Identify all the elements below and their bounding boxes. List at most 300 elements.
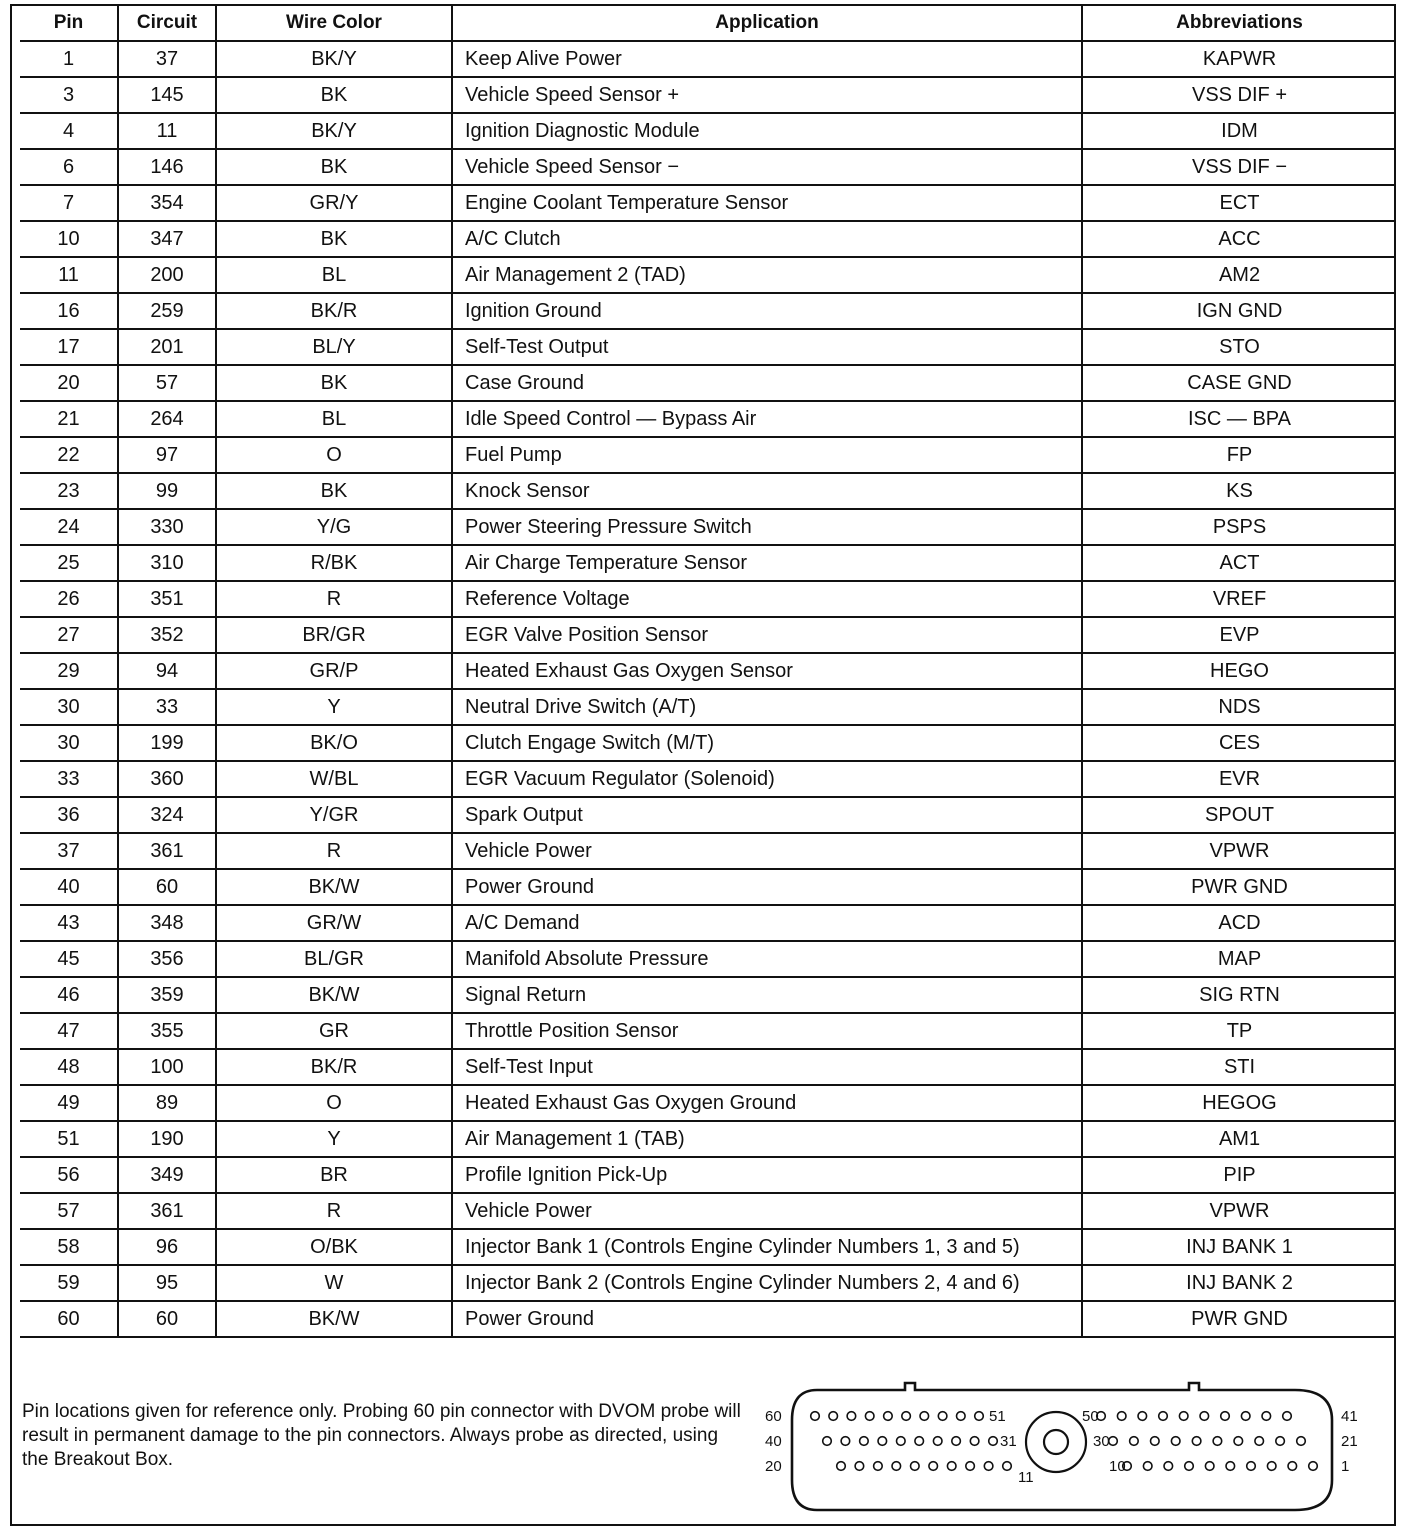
table-row: [20, 905, 1396, 941]
pin-hole: [897, 1437, 906, 1446]
circuit-cell: 354: [118, 185, 216, 221]
pinout-table: [20, 6, 1396, 1338]
application-cell: Air Management 1 (TAB): [452, 1121, 1082, 1157]
pin-cell: 16: [20, 293, 118, 329]
table-row: [20, 797, 1396, 833]
pin-hole: [1241, 1412, 1250, 1421]
table-row: [20, 581, 1396, 617]
pin-hole: [1234, 1437, 1243, 1446]
pin-cell: 10: [20, 221, 118, 257]
abbreviation-cell: STI: [1082, 1049, 1396, 1085]
pin-hole: [1179, 1412, 1188, 1421]
abbreviation-cell: EVP: [1082, 617, 1396, 653]
pin-cell: 24: [20, 509, 118, 545]
wire-color-cell: Y/G: [216, 509, 452, 545]
pin-hole: [1138, 1412, 1147, 1421]
wire-color-cell: W/BL: [216, 761, 452, 797]
pin-hole: [1164, 1462, 1173, 1471]
application-cell: Profile Ignition Pick-Up: [452, 1157, 1082, 1193]
probe-warning-note: Pin locations given for reference only. Probing 60 pin connector with DVOM probe will result in permanent damage to the pin connectors. Always probe as directed, using the Breakout Box.: [22, 1401, 741, 1470]
abbreviation-cell: IGN GND: [1082, 293, 1396, 329]
application-cell: Case Ground: [452, 365, 1082, 401]
connector-outline: [792, 1383, 1332, 1510]
inner-label-51: 51: [989, 1408, 1006, 1425]
table-row: [20, 1193, 1396, 1229]
connector-diagram: [757, 1380, 1377, 1516]
inner-label-31: 31: [1000, 1433, 1017, 1450]
table-row: [20, 113, 1396, 149]
wire-color-cell: BK: [216, 221, 452, 257]
abbreviation-cell: PWR GND: [1082, 869, 1396, 905]
pin-cell: 43: [20, 905, 118, 941]
circuit-cell: 351: [118, 581, 216, 617]
abbreviation-cell: AM1: [1082, 1121, 1396, 1157]
table-row: [20, 221, 1396, 257]
circuit-cell: 57: [118, 365, 216, 401]
pin-hole: [984, 1462, 993, 1471]
wire-color-cell: O: [216, 1085, 452, 1121]
abbreviation-cell: KS: [1082, 473, 1396, 509]
pin-hole: [938, 1412, 947, 1421]
pin-cell: 56: [20, 1157, 118, 1193]
table-row: [20, 833, 1396, 869]
table-row: [20, 869, 1396, 905]
pin-cell: 11: [20, 257, 118, 293]
table-row: [20, 329, 1396, 365]
wire-color-cell: BL: [216, 401, 452, 437]
pin-cell: 21: [20, 401, 118, 437]
table-row: [20, 1301, 1396, 1337]
pin-hole: [860, 1437, 869, 1446]
application-cell: Manifold Absolute Pressure: [452, 941, 1082, 977]
table-row: [20, 1265, 1396, 1301]
wire-color-cell: GR/W: [216, 905, 452, 941]
circuit-cell: 89: [118, 1085, 216, 1121]
wire-color-cell: O: [216, 437, 452, 473]
pin-cell: 59: [20, 1265, 118, 1301]
pin-hole: [1267, 1462, 1276, 1471]
pin-hole: [892, 1462, 901, 1471]
wire-color-cell: R: [216, 581, 452, 617]
left-label-row3: 20: [765, 1458, 782, 1475]
pin-hole: [841, 1437, 850, 1446]
application-cell: A/C Demand: [452, 905, 1082, 941]
pin-cell: 22: [20, 437, 118, 473]
wire-color-cell: BK/W: [216, 869, 452, 905]
pin-cell: 46: [20, 977, 118, 1013]
pin-hole: [952, 1437, 961, 1446]
application-cell: Power Ground: [452, 1301, 1082, 1337]
table-row: [20, 509, 1396, 545]
pin-hole: [1221, 1412, 1230, 1421]
abbreviation-cell: ECT: [1082, 185, 1396, 221]
application-cell: Ignition Diagnostic Module: [452, 113, 1082, 149]
application-cell: Heated Exhaust Gas Oxygen Sensor: [452, 653, 1082, 689]
pin-hole: [1276, 1437, 1285, 1446]
circuit-cell: 11: [118, 113, 216, 149]
circuit-cell: 360: [118, 761, 216, 797]
pin-hole: [1309, 1462, 1318, 1471]
pin-hole: [1109, 1437, 1118, 1446]
circuit-cell: 348: [118, 905, 216, 941]
abbreviation-cell: IDM: [1082, 113, 1396, 149]
left-label-row1: 60: [765, 1408, 782, 1425]
abbreviation-cell: FP: [1082, 437, 1396, 473]
pin-cell: 48: [20, 1049, 118, 1085]
application-cell: Clutch Engage Switch (M/T): [452, 725, 1082, 761]
pin-hole: [1262, 1412, 1271, 1421]
pin-hole: [1143, 1462, 1152, 1471]
right-label-row1: 41: [1341, 1408, 1358, 1425]
circuit-cell: 310: [118, 545, 216, 581]
circuit-cell: 356: [118, 941, 216, 977]
abbreviation-cell: STO: [1082, 329, 1396, 365]
application-cell: Self-Test Output: [452, 329, 1082, 365]
wire-color-cell: Y: [216, 1121, 452, 1157]
application-cell: Vehicle Power: [452, 1193, 1082, 1229]
abbreviation-cell: VPWR: [1082, 1193, 1396, 1229]
application-cell: Engine Coolant Temperature Sensor: [452, 185, 1082, 221]
wire-color-cell: BK/R: [216, 293, 452, 329]
pin-hole: [1205, 1462, 1214, 1471]
pin-cell: 29: [20, 653, 118, 689]
table-row: [20, 365, 1396, 401]
pin-cell: 40: [20, 869, 118, 905]
pin-hole: [1192, 1437, 1201, 1446]
circuit-cell: 99: [118, 473, 216, 509]
table-row: [20, 257, 1396, 293]
abbreviation-cell: ACT: [1082, 545, 1396, 581]
pin-cell: 1: [20, 41, 118, 77]
pin-hole: [811, 1412, 820, 1421]
right-label-row2: 21: [1341, 1433, 1358, 1450]
circuit-cell: 201: [118, 329, 216, 365]
pin-hole: [1200, 1412, 1209, 1421]
abbreviation-cell: VPWR: [1082, 833, 1396, 869]
circuit-cell: 352: [118, 617, 216, 653]
abbreviation-cell: KAPWR: [1082, 41, 1396, 77]
application-cell: Heated Exhaust Gas Oxygen Ground: [452, 1085, 1082, 1121]
inner-label-11: 11: [1018, 1469, 1034, 1486]
application-cell: EGR Valve Position Sensor: [452, 617, 1082, 653]
wire-color-cell: R/BK: [216, 545, 452, 581]
wire-color-cell: BK: [216, 473, 452, 509]
table-row: [20, 1121, 1396, 1157]
header-wire-color: Wire Color: [216, 6, 452, 41]
pin-hole: [1288, 1462, 1297, 1471]
application-cell: Reference Voltage: [452, 581, 1082, 617]
pin-hole: [1117, 1412, 1126, 1421]
table-row: [20, 41, 1396, 77]
table-row: [20, 149, 1396, 185]
pin-cell: 30: [20, 725, 118, 761]
circuit-cell: 199: [118, 725, 216, 761]
pin-hole: [874, 1462, 883, 1471]
application-cell: Spark Output: [452, 797, 1082, 833]
table-row: [20, 617, 1396, 653]
application-cell: EGR Vacuum Regulator (Solenoid): [452, 761, 1082, 797]
table-row: [20, 761, 1396, 797]
table-row: [20, 401, 1396, 437]
abbreviation-cell: MAP: [1082, 941, 1396, 977]
pin-hole: [823, 1437, 832, 1446]
circuit-cell: 330: [118, 509, 216, 545]
circuit-cell: 200: [118, 257, 216, 293]
circuit-cell: 96: [118, 1229, 216, 1265]
wire-color-cell: BL: [216, 257, 452, 293]
pin-holes: [811, 1412, 1318, 1471]
pin-hole: [1247, 1462, 1256, 1471]
application-cell: Vehicle Power: [452, 833, 1082, 869]
pin-cell: 7: [20, 185, 118, 221]
wire-color-cell: BK/W: [216, 977, 452, 1013]
circuit-cell: 97: [118, 437, 216, 473]
application-cell: Ignition Ground: [452, 293, 1082, 329]
circuit-cell: 264: [118, 401, 216, 437]
abbreviation-cell: VREF: [1082, 581, 1396, 617]
pin-hole: [1213, 1437, 1222, 1446]
pin-hole: [957, 1412, 966, 1421]
pin-hole: [1297, 1437, 1306, 1446]
table-row: [20, 1049, 1396, 1085]
wire-color-cell: R: [216, 1193, 452, 1229]
application-cell: Knock Sensor: [452, 473, 1082, 509]
wire-color-cell: BK/Y: [216, 41, 452, 77]
wire-color-cell: R: [216, 833, 452, 869]
abbreviation-cell: NDS: [1082, 689, 1396, 725]
pin-cell: 6: [20, 149, 118, 185]
application-cell: Throttle Position Sensor: [452, 1013, 1082, 1049]
wire-color-cell: BK: [216, 77, 452, 113]
abbreviation-cell: VSS DIF +: [1082, 77, 1396, 113]
pin-cell: 27: [20, 617, 118, 653]
wire-color-cell: GR/Y: [216, 185, 452, 221]
pin-cell: 37: [20, 833, 118, 869]
abbreviation-cell: PSPS: [1082, 509, 1396, 545]
pin-hole: [975, 1412, 984, 1421]
pin-cell: 26: [20, 581, 118, 617]
application-cell: Neutral Drive Switch (A/T): [452, 689, 1082, 725]
table-row: [20, 1085, 1396, 1121]
pin-cell: 47: [20, 1013, 118, 1049]
abbreviation-cell: HEGOG: [1082, 1085, 1396, 1121]
wire-color-cell: BK: [216, 149, 452, 185]
pin-hole: [1151, 1437, 1160, 1446]
wire-color-cell: BK/R: [216, 1049, 452, 1085]
abbreviation-cell: PWR GND: [1082, 1301, 1396, 1337]
wire-color-cell: BK/O: [216, 725, 452, 761]
pin-hole: [1185, 1462, 1194, 1471]
table-row: [20, 473, 1396, 509]
table-header-row: [20, 6, 1396, 41]
pin-hole: [847, 1412, 856, 1421]
pin-hole: [933, 1437, 942, 1446]
circuit-cell: 359: [118, 977, 216, 1013]
table-row: [20, 185, 1396, 221]
table-row: [20, 1229, 1396, 1265]
application-cell: Injector Bank 2 (Controls Engine Cylinder Numbers 2, 4 and 6): [452, 1265, 1082, 1301]
abbreviation-cell: INJ BANK 2: [1082, 1265, 1396, 1301]
circuit-cell: 146: [118, 149, 216, 185]
circuit-cell: 33: [118, 689, 216, 725]
pin-hole: [855, 1462, 864, 1471]
pin-cell: 57: [20, 1193, 118, 1229]
abbreviation-cell: PIP: [1082, 1157, 1396, 1193]
pin-hole: [929, 1462, 938, 1471]
pin-hole: [1171, 1437, 1180, 1446]
table-row: [20, 689, 1396, 725]
circuit-cell: 347: [118, 221, 216, 257]
connector-body: [792, 1383, 1332, 1510]
table-row: [20, 77, 1396, 113]
abbreviation-cell: CASE GND: [1082, 365, 1396, 401]
pin-cell: 3: [20, 77, 118, 113]
right-label-row3: 1: [1341, 1458, 1350, 1475]
header-pin: Pin: [20, 6, 118, 41]
circuit-cell: 94: [118, 653, 216, 689]
wire-color-cell: BL/Y: [216, 329, 452, 365]
application-cell: Air Charge Temperature Sensor: [452, 545, 1082, 581]
pin-hole: [1003, 1462, 1012, 1471]
abbreviation-cell: VSS DIF −: [1082, 149, 1396, 185]
circuit-cell: 361: [118, 833, 216, 869]
application-cell: Fuel Pump: [452, 437, 1082, 473]
wire-color-cell: Y: [216, 689, 452, 725]
abbreviation-cell: SPOUT: [1082, 797, 1396, 833]
application-cell: A/C Clutch: [452, 221, 1082, 257]
wire-color-cell: BK/Y: [216, 113, 452, 149]
circuit-cell: 37: [118, 41, 216, 77]
circuit-cell: 361: [118, 1193, 216, 1229]
pin-cell: 58: [20, 1229, 118, 1265]
wire-color-cell: BR: [216, 1157, 452, 1193]
pin-hole: [884, 1412, 893, 1421]
wire-color-cell: O/BK: [216, 1229, 452, 1265]
application-cell: Power Ground: [452, 869, 1082, 905]
table-row: [20, 653, 1396, 689]
connector-center-boss-outer: [1026, 1412, 1086, 1472]
header-application: Application: [452, 6, 1082, 41]
connector-center-boss-inner: [1044, 1430, 1068, 1454]
pin-hole: [1255, 1437, 1264, 1446]
pin-hole: [1159, 1412, 1168, 1421]
inner-label-30: 30: [1093, 1433, 1110, 1450]
abbreviation-cell: AM2: [1082, 257, 1396, 293]
abbreviation-cell: ACC: [1082, 221, 1396, 257]
pin-hole: [829, 1412, 838, 1421]
pin-hole: [865, 1412, 874, 1421]
circuit-cell: 145: [118, 77, 216, 113]
pin-cell: 45: [20, 941, 118, 977]
pin-hole: [966, 1462, 975, 1471]
application-cell: Idle Speed Control — Bypass Air: [452, 401, 1082, 437]
circuit-cell: 355: [118, 1013, 216, 1049]
circuit-cell: 190: [118, 1121, 216, 1157]
pin-hole: [911, 1462, 920, 1471]
header-abbreviations: Abbreviations: [1082, 6, 1396, 41]
application-cell: Keep Alive Power: [452, 41, 1082, 77]
pin-cell: 30: [20, 689, 118, 725]
wire-color-cell: BL/GR: [216, 941, 452, 977]
pin-hole: [878, 1437, 887, 1446]
inner-label-50: 50: [1082, 1408, 1099, 1425]
application-cell: Vehicle Speed Sensor −: [452, 149, 1082, 185]
circuit-cell: 259: [118, 293, 216, 329]
circuit-cell: 95: [118, 1265, 216, 1301]
wire-color-cell: Y/GR: [216, 797, 452, 833]
inner-label-10: 10: [1109, 1458, 1126, 1475]
pin-hole: [915, 1437, 924, 1446]
wire-color-cell: BK/W: [216, 1301, 452, 1337]
wire-color-cell: GR/P: [216, 653, 452, 689]
application-cell: Vehicle Speed Sensor +: [452, 77, 1082, 113]
pin-hole: [902, 1412, 911, 1421]
table-row: [20, 293, 1396, 329]
circuit-cell: 324: [118, 797, 216, 833]
wire-color-cell: BR/GR: [216, 617, 452, 653]
pin-hole: [989, 1437, 998, 1446]
pin-cell: 33: [20, 761, 118, 797]
abbreviation-cell: HEGO: [1082, 653, 1396, 689]
application-cell: Air Management 2 (TAD): [452, 257, 1082, 293]
pin-cell: 17: [20, 329, 118, 365]
wire-color-cell: BK: [216, 365, 452, 401]
pin-hole: [837, 1462, 846, 1471]
circuit-cell: 349: [118, 1157, 216, 1193]
pin-cell: 4: [20, 113, 118, 149]
circuit-cell: 60: [118, 1301, 216, 1337]
pin-cell: 60: [20, 1301, 118, 1337]
application-cell: Signal Return: [452, 977, 1082, 1013]
table-row: [20, 941, 1396, 977]
table-row: [20, 977, 1396, 1013]
table-row: [20, 1157, 1396, 1193]
table-row: [20, 725, 1396, 761]
table-row: [20, 437, 1396, 473]
application-cell: Self-Test Input: [452, 1049, 1082, 1085]
pin-hole: [1130, 1437, 1139, 1446]
pinout-sheet: [10, 4, 1396, 1526]
wire-color-cell: GR: [216, 1013, 452, 1049]
pin-hole: [947, 1462, 956, 1471]
abbreviation-cell: ACD: [1082, 905, 1396, 941]
application-cell: Injector Bank 1 (Controls Engine Cylinder Numbers 1, 3 and 5): [452, 1229, 1082, 1265]
abbreviation-cell: EVR: [1082, 761, 1396, 797]
abbreviation-cell: SIG RTN: [1082, 977, 1396, 1013]
pin-cell: 23: [20, 473, 118, 509]
pin-cell: 49: [20, 1085, 118, 1121]
pin-cell: 20: [20, 365, 118, 401]
abbreviation-cell: ISC — BPA: [1082, 401, 1396, 437]
table-row: [20, 545, 1396, 581]
pin-hole: [1283, 1412, 1292, 1421]
abbreviation-cell: TP: [1082, 1013, 1396, 1049]
circuit-cell: 100: [118, 1049, 216, 1085]
application-cell: Power Steering Pressure Switch: [452, 509, 1082, 545]
pin-cell: 25: [20, 545, 118, 581]
abbreviation-cell: CES: [1082, 725, 1396, 761]
circuit-cell: 60: [118, 869, 216, 905]
pin-hole: [920, 1412, 929, 1421]
pin-cell: 36: [20, 797, 118, 833]
wire-color-cell: W: [216, 1265, 452, 1301]
pin-hole: [1226, 1462, 1235, 1471]
pin-hole: [970, 1437, 979, 1446]
left-label-row2: 40: [765, 1433, 782, 1450]
header-circuit: Circuit: [118, 6, 216, 41]
abbreviation-cell: INJ BANK 1: [1082, 1229, 1396, 1265]
table-row: [20, 1013, 1396, 1049]
